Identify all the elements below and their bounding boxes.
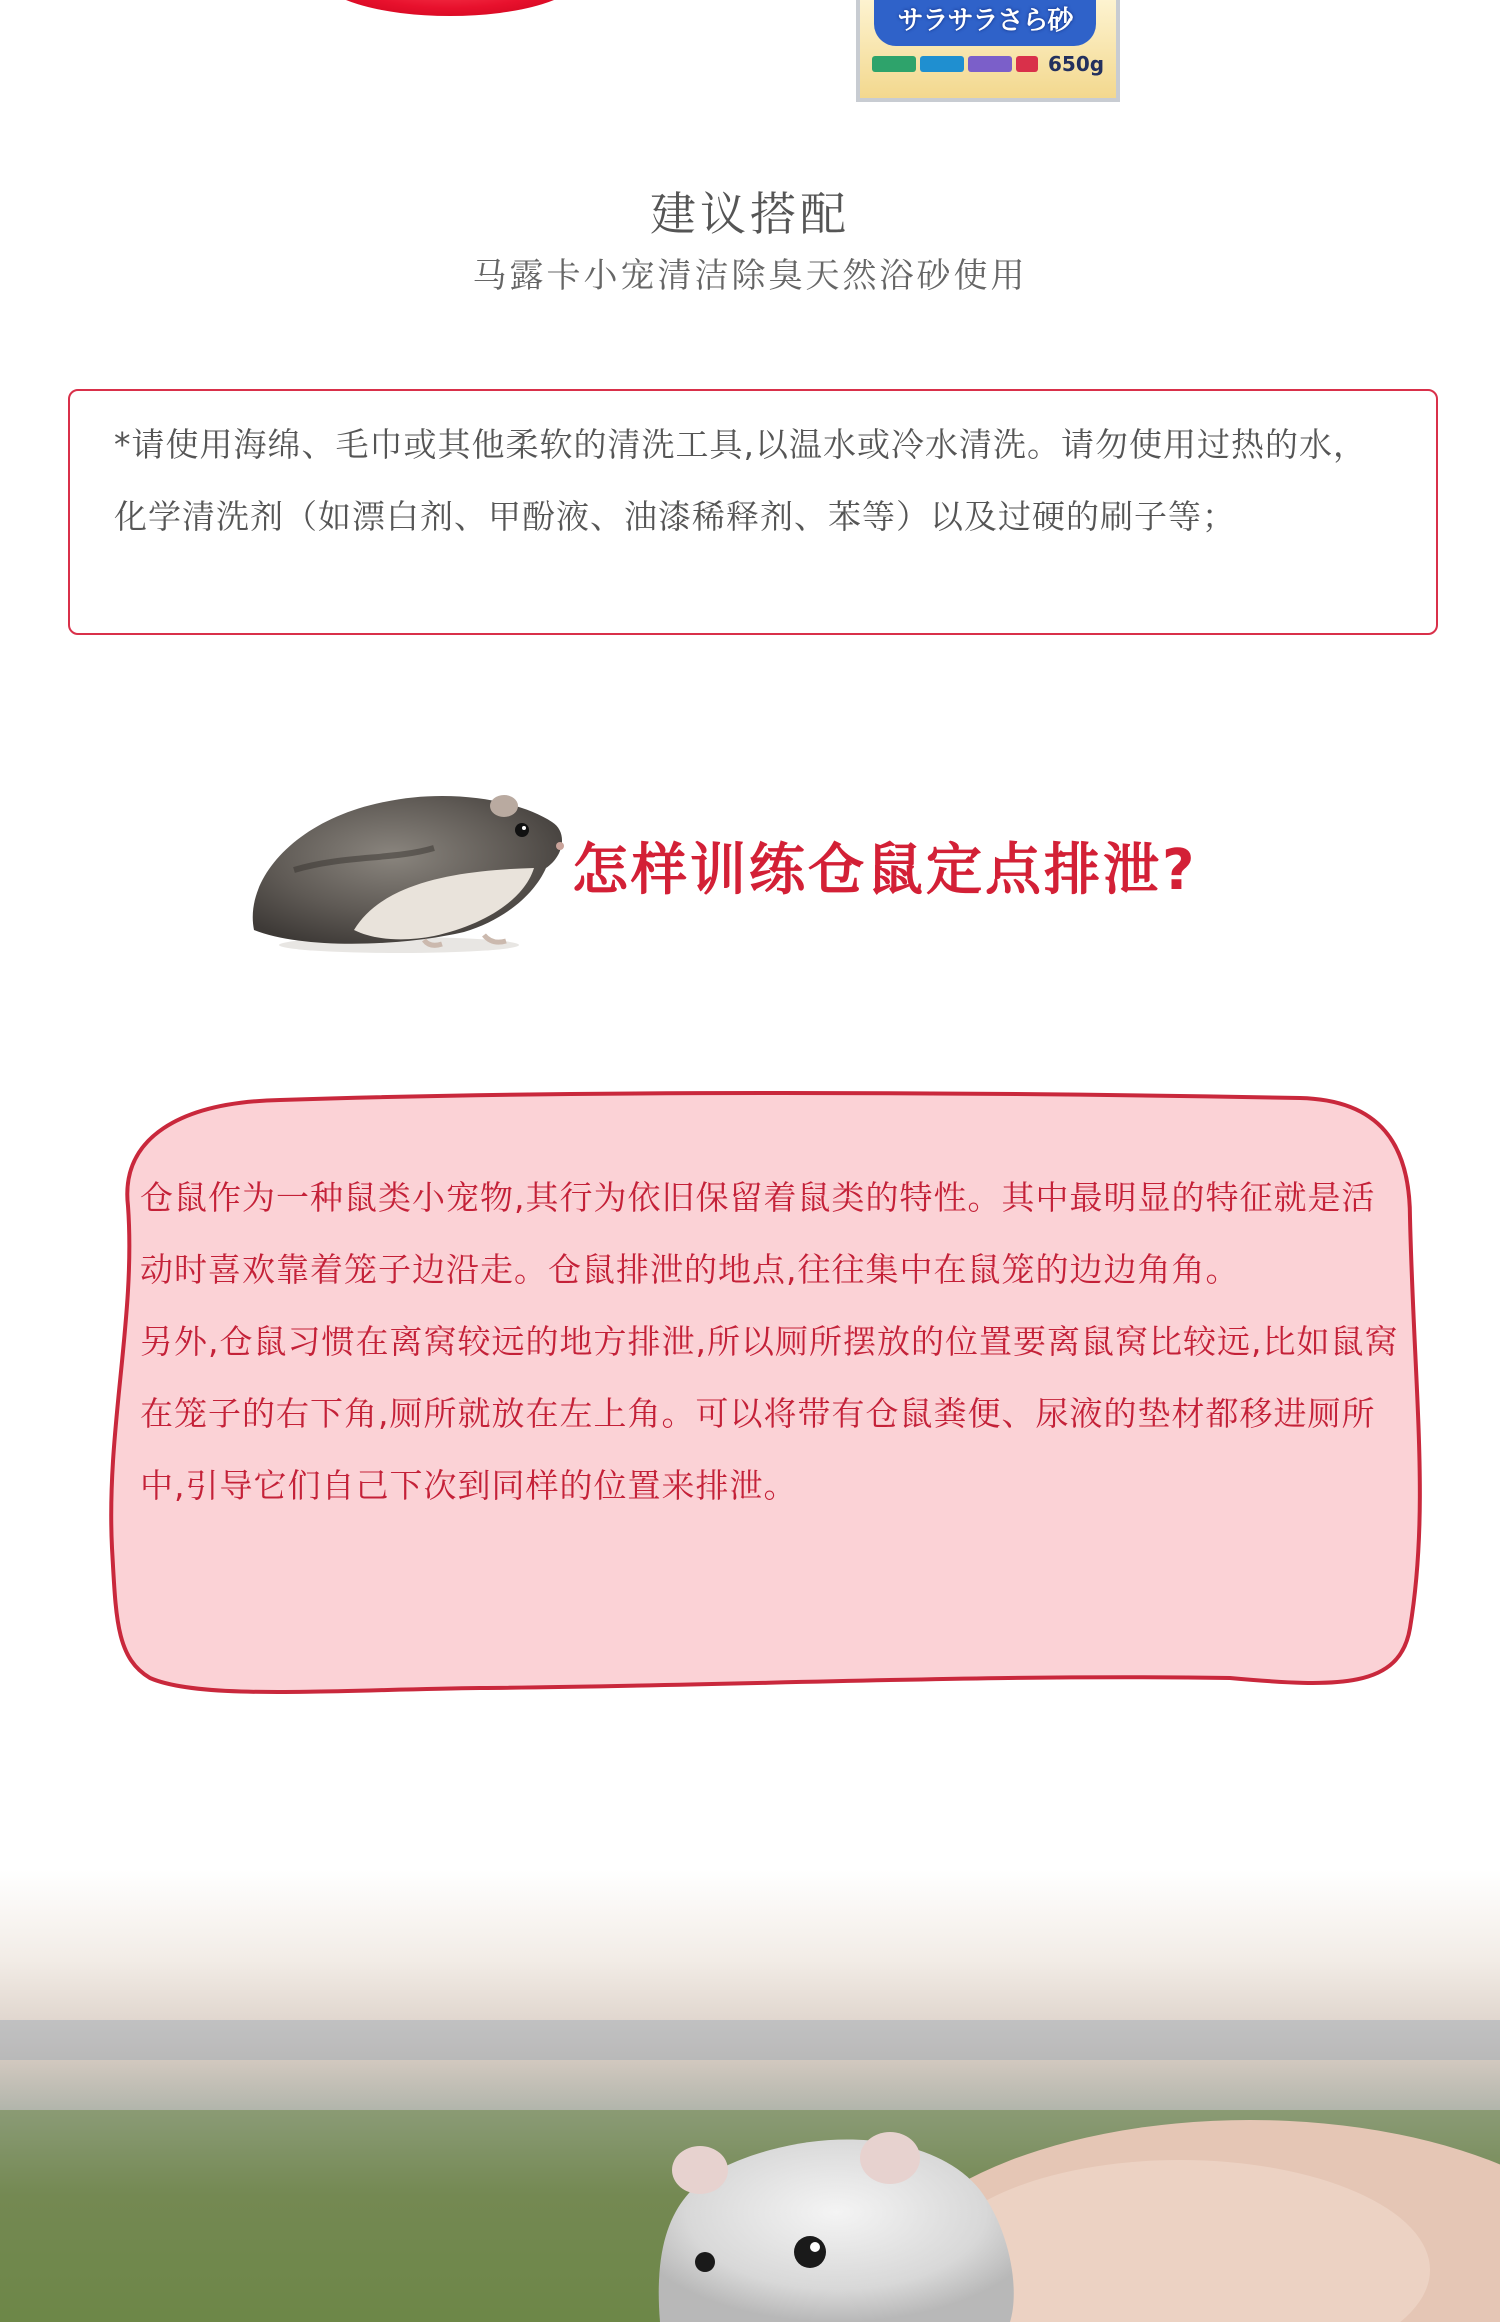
red-product-image — [320, 0, 580, 16]
package-chips — [872, 52, 1104, 76]
hamster-in-hand-photo — [0, 1870, 1500, 2322]
training-paragraph: 仓鼠作为一种鼠类小宠物,其行为依旧保留着鼠类的特性。其中最明显的特征就是活动时喜欢靠着笼子边沿走。仓鼠排泄的地点,往往集中在鼠笼的边边角角。 — [140, 1178, 1376, 1289]
hamster-image — [234, 760, 574, 960]
package-weight-label: 650g — [1048, 52, 1105, 76]
bathing-sand-package-image — [856, 0, 1120, 102]
package-chip — [872, 56, 916, 72]
training-paragraph: 另外,仓鼠习惯在离窝较远的地方排泄,所以厕所摆放的位置要离鼠窝比较远,比如鼠窝在笼子的右下角,厕所就放在左上角。可以将带有仓鼠粪便、尿液的垫材都移进厕所中,引导它们自己下次到同样的位置来排泄。 — [140, 1322, 1399, 1505]
training-title: 怎样训练仓鼠定点排泄? — [572, 838, 1198, 903]
package-chip — [1016, 56, 1038, 72]
training-text — [140, 1162, 1400, 1522]
cleaning-notice-box — [68, 389, 1438, 635]
package-chip — [968, 56, 1012, 72]
cleaning-notice-text: *请使用海绵、毛巾或其他柔软的清洗工具,以温水或冷水清洗。请勿使用过热的水，化学清洗剂（如漂白剂、甲酚液、油漆稀释剂、苯等）以及过硬的刷子等； — [114, 425, 1367, 536]
suggestion-title: 建议搭配 — [650, 187, 850, 241]
package-chip — [920, 56, 964, 72]
package-brand-label: サラサラさら砂 — [874, 0, 1096, 46]
suggestion-subtitle: 马露卡小宠清洁除臭天然浴砂使用 — [472, 256, 1028, 296]
